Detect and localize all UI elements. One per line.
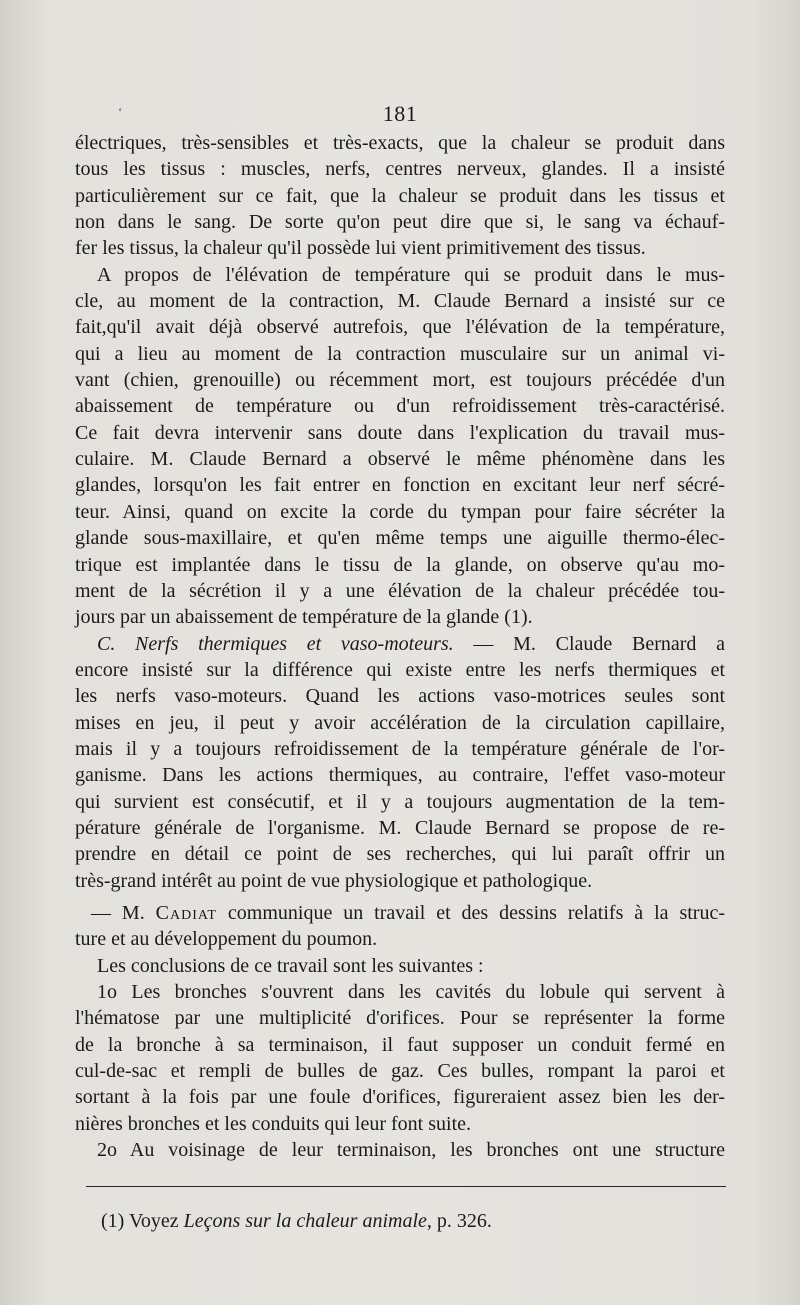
text-line [75,235,725,261]
text-segment: tous les tissus : muscles, nerfs, centres nerveux, glandes. Il a insisté [75,158,725,181]
text-segment: — M. Claude Bernard a [453,632,725,655]
text-segment: fait,qu'il avait déjà observé autrefois, que l'élévation de la température, [75,316,725,339]
footnote-rule [86,1186,726,1187]
text-segment: mais il y a toujours refroidissement de la température générale de l'or- [75,737,725,760]
text-segment: glande sous-maxillaire, et qu'en même temps une aiguille thermo-élec- [75,527,725,550]
text-segment: A propos de l'élévation de température qui se produit dans le mus- [97,263,725,286]
text-line [75,499,725,525]
author-name: Cadiat [155,901,217,924]
text-line [75,1084,725,1110]
text-segment: nières bronches et les conduits qui leur font suite. [75,1112,472,1135]
text-line [75,552,725,578]
text-segment: les nerfs vaso-moteurs. Quand les actions vaso-motrices seules sont [75,685,725,708]
text-line [75,604,725,630]
text-line [75,420,725,446]
text-segment: Les conclusions de ce travail sont les suivantes : [97,954,484,977]
text-segment: jours par un abaissement de température de la glande (1). [75,606,533,629]
text-segment: abaissement de température ou d'un refroidissement très-caractérisé. [75,395,725,418]
text-segment: non dans le sang. De sorte qu'on peut dire que si, le sang va échauf- [75,211,725,234]
text-line [75,183,725,209]
text-line [75,1111,725,1137]
text-line [75,472,725,498]
text-segment: vant (chien, grenouille) ou récemment mort, est toujours précédée d'un [75,369,725,392]
text-line [75,815,725,841]
text-line [75,841,725,867]
text-segment: , p. 326. [426,1210,492,1232]
text-segment: glandes, lorsqu'on les fait entrer en fonction en excitant leur nerf sécré- [75,474,725,497]
text-line [75,900,725,926]
text-line [75,209,725,235]
text-line [75,1005,725,1031]
text-segment: très-grand intérêt au point de vue physiologique et pathologique. [75,869,593,892]
text-line [75,789,725,815]
text-line [75,710,725,736]
text-segment: qui a lieu au moment de la contraction musculaire sur un animal vi- [75,342,725,365]
text-line [75,525,725,551]
text-line [75,1032,725,1058]
text-segment: cul-de-sac et rempli de bulles de gaz. Ces bulles, rompant la paroi et [75,1060,725,1083]
text-segment: 1o Les bronches s'ouvrent dans les cavités du lobule qui servent à [97,981,725,1003]
text-segment: 2o Au voisinage de leur terminaison, les bronches ont une structure [97,1139,725,1162]
text-line [75,446,725,472]
text-segment: pérature générale de l'organisme. M. Claude Bernard se propose de re- [75,816,725,839]
text-segment: encore insisté sur la différence qui existe entre les nerfs thermiques et [75,658,725,681]
text-segment: électriques, très-sensibles et très-exacts, que la chaleur se produit dans [75,132,725,154]
text-line [75,393,725,419]
text-line [75,979,725,1005]
text-line [75,314,725,340]
text-line [75,130,725,156]
text-segment: cle, au moment de la contraction, M. Claude Bernard a insisté sur ce [75,290,725,313]
text-segment: teur. Ainsi, quand on excite la corde du tympan pour faire sécréter la [75,500,725,523]
text-segment: fer les tissus, la chaleur qu'il possède lui vient primitivement des tissus. [75,237,646,260]
text-line [75,868,725,894]
text-line [75,657,725,683]
margin-mark: ʻ [118,104,123,119]
text-line [75,631,725,657]
text-segment: qui survient est consécutif, et il y a toujours augmentation de la tem- [75,790,725,813]
text-segment: ment de la sécrétion il y a une élévation de la chaleur précédée tou- [75,579,725,602]
text-line [75,288,725,314]
text-line [75,578,725,604]
text-line [75,341,725,367]
text-line [75,953,725,979]
text-segment: mises en jeu, il peut y avoir accélération de la circulation capillaire, [75,711,725,734]
italic-text: Leçons sur la chaleur animale [183,1210,427,1232]
text-segment: — M. [91,901,156,924]
text-line [75,926,725,952]
text-line [75,762,725,788]
text-line [75,1058,725,1084]
text-segment: communique un travail et des dessins relatifs à la struc- [216,901,725,924]
text-segment: de la bronche à sa terminaison, il faut supposer un conduit fermé en [75,1033,725,1056]
text-segment: l'hématose par une multiplicité d'orifices. Pour se représenter la forme [75,1007,725,1030]
text-segment: sortant à la fois par une foule d'orifices, figureraient assez bien les der- [75,1086,725,1109]
text-line [75,683,725,709]
text-segment: culaire. M. Claude Bernard a observé le même phénomène dans les [75,448,725,471]
text-segment: prendre en détail ce point de ses recherches, qui lui paraît offrir un [75,843,725,866]
footnote [101,1208,492,1234]
text-line [75,156,725,182]
text-segment: (1) Voyez [101,1210,184,1232]
italic-text: C. Nerfs thermiques et vaso-moteurs. [97,632,454,655]
text-line [75,262,725,288]
text-segment: trique est implantée dans le tissu de la glande, on observe qu'au mo- [75,553,725,576]
text-line [75,367,725,393]
body-text [75,130,725,1163]
text-segment: ganisme. Dans les actions thermiques, au contraire, l'effet vaso-moteur [75,764,725,787]
page-number: 181 [382,101,418,126]
text-segment: Ce fait devra intervenir sans doute dans l'explication du travail mus- [75,421,725,444]
text-segment: particulièrement sur ce fait, que la chaleur se produit dans les tissus et [75,184,725,207]
text-line [75,736,725,762]
text-line [75,1137,725,1163]
text-segment: ture et au développement du poumon. [75,928,378,951]
